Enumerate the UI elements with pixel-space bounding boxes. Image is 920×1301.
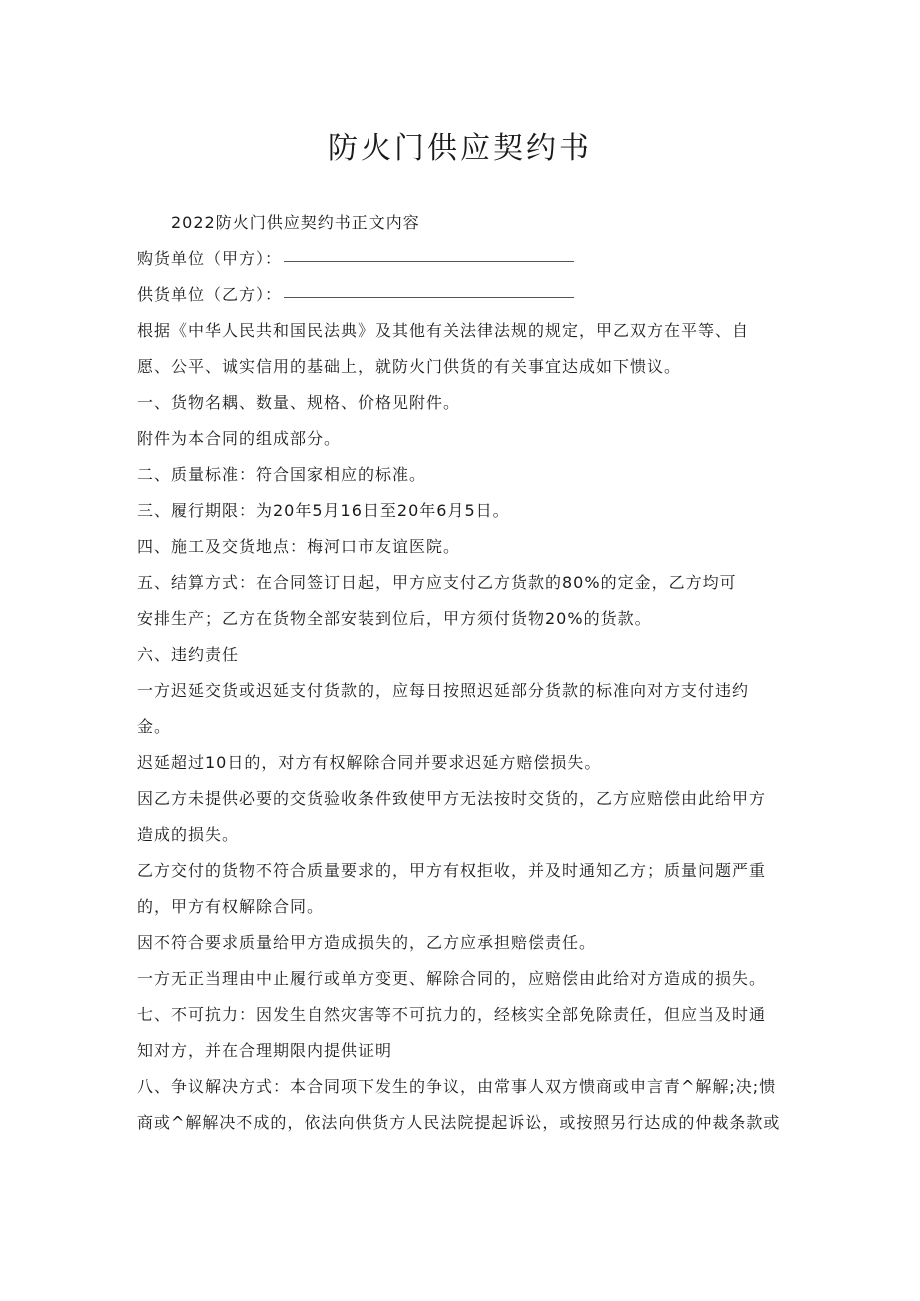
paragraph-line: 安排生产；乙方在货物全部安装到位后，甲方须付货物20%的货款。 bbox=[137, 609, 652, 628]
paragraph-line: 因不符合要求质量给甲方造成损失的，乙方应承担赔偿责任。 bbox=[137, 933, 597, 952]
buyer-blank-line bbox=[284, 243, 574, 262]
paragraph-line: 八、争议解决方式：本合同项下发生的争议，由常事人双方愦商或申言青^解解;决;愦 bbox=[137, 1077, 777, 1096]
paragraph-line: 一、货物名耦、数量、规格、价格见附件。 bbox=[137, 393, 461, 412]
paragraph-line: 二、质量标准：符合国家相应的标准。 bbox=[137, 465, 427, 484]
paragraph-line: 根据《中华人民共和国民法典》及其他有关法律法规的规定，甲乙双方在平等、自 bbox=[137, 321, 750, 340]
paragraph-line: 因乙方未提供必要的交货验收条件致使甲方无法按时交货的，乙方应赔偿由此给甲方 bbox=[137, 789, 767, 808]
paragraph-line: 迟延超过10日的，对方有权解除合同并要求迟延方赔偿损失。 bbox=[137, 753, 602, 772]
paragraph-line: 知对方，并在合理期限内提供证明 bbox=[137, 1041, 393, 1060]
paragraph-line: 五、结算方式：在合同签订日起，甲方应支付乙方货款的80%的定金，乙方均可 bbox=[137, 573, 737, 592]
paragraph-line: 附件为本合同的组成部分。 bbox=[137, 429, 342, 448]
paragraph-line: 商或^解解决不成的，依法向供货方人民法院提起诉讼，或按照另行达成的仲裁条款或 bbox=[137, 1113, 781, 1132]
paragraph-line: 愿、公平、诚实信用的基础上，就防火门供货的有关事宜达成如下愦议。 bbox=[137, 357, 682, 376]
supplier-label: 供货单位（乙方）： bbox=[137, 285, 283, 304]
paragraph-line: 一方无正当理由中止履行或单方变更、解除合同的，应赔偿由此给对方造成的损失。 bbox=[137, 969, 767, 988]
paragraph-line: 金。 bbox=[137, 717, 172, 736]
buyer-field bbox=[137, 241, 787, 277]
supplier-field bbox=[137, 277, 787, 313]
paragraph-line: 一方迟延交货或迟延支付货款的，应每日按照迟延部分货款的标准向对方支付违约 bbox=[137, 681, 750, 700]
paragraph-line: 七、不可抗力：因发生自然灾害等不可抗力的，经核实全部免除责任，但应当及时通 bbox=[137, 1005, 767, 1024]
paragraph-line: 四、施工及交货地点：梅河口市友谊医院。 bbox=[137, 537, 461, 556]
buyer-label: 购货单位（甲方）： bbox=[137, 249, 283, 268]
paragraph-line: 乙方交付的货物不符合质量要求的，甲方有权拒收，并及时通知乙方；质量问题严重 bbox=[137, 861, 767, 880]
document-body bbox=[137, 205, 787, 1141]
paragraph-line: 的，甲方有权解除合同。 bbox=[137, 897, 325, 916]
paragraph-line: 六、违约责任 bbox=[137, 645, 240, 664]
paragraph-line: 三、履行期限：为20年5月16日至20年6月5日。 bbox=[137, 501, 510, 520]
paragraph-line: 造成的损失。 bbox=[137, 825, 240, 844]
supplier-blank-line bbox=[284, 279, 574, 298]
document-title: 防火门供应契约书 bbox=[328, 131, 592, 166]
document-subtitle: 2022防火门供应契约书正文内容 bbox=[171, 213, 420, 232]
